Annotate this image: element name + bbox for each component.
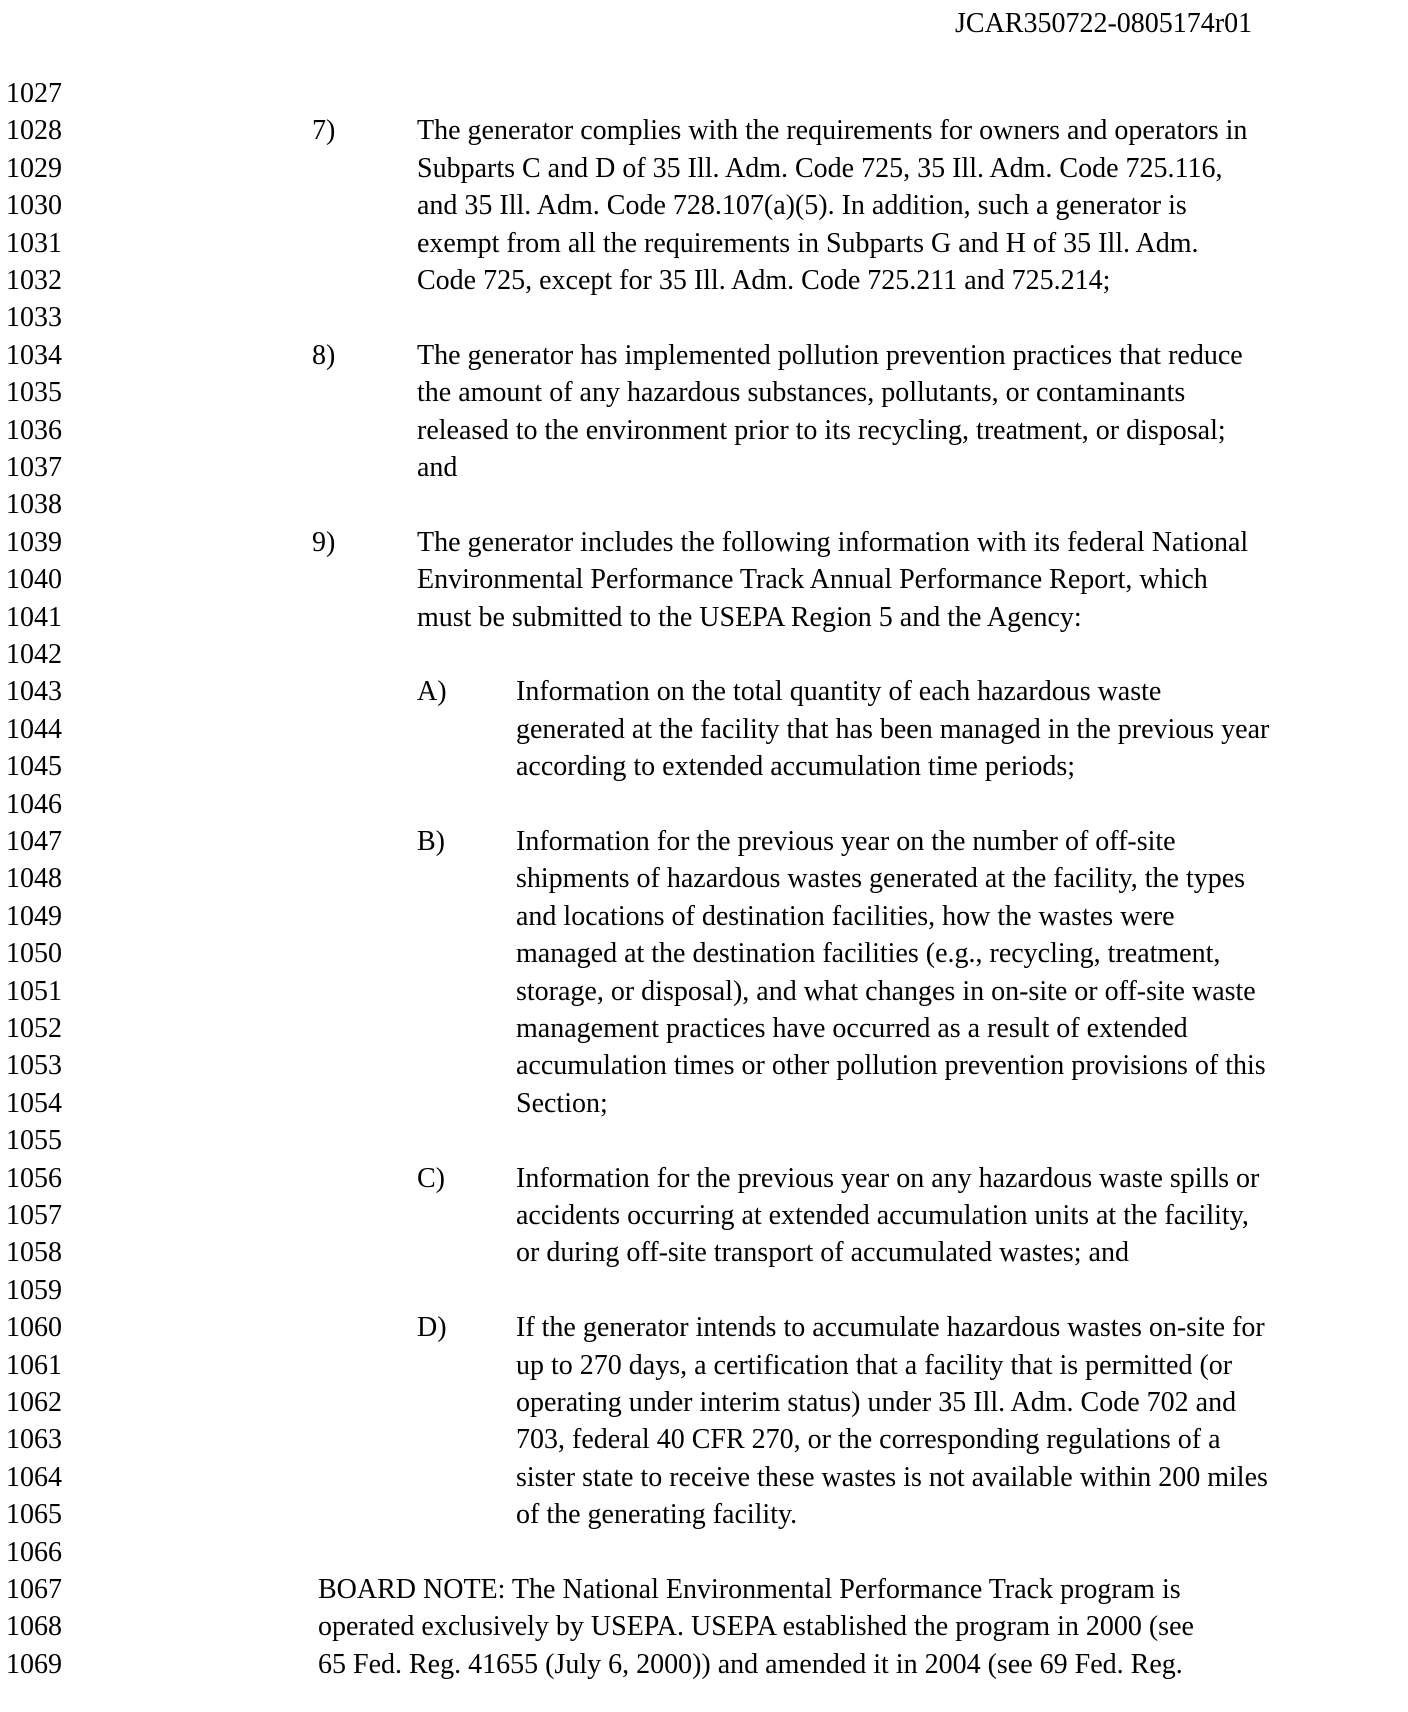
line-number: 1051 xyxy=(6,975,62,1007)
item-label: A) xyxy=(417,676,447,708)
line-number: 1030 xyxy=(6,190,62,222)
item-label: 8) xyxy=(312,339,336,371)
line-text: exempt from all the requirements in Subparts G and H of 35 Ill. Adm. xyxy=(417,227,1199,259)
line-number: 1065 xyxy=(6,1499,62,1531)
line-number: 1059 xyxy=(6,1274,62,1306)
line-text: management practices have occurred as a result of extended xyxy=(516,1013,1188,1044)
item-label: C) xyxy=(417,1162,445,1194)
line-text: If the generator intends to accumulate hazardous wastes on-site for xyxy=(516,1312,1265,1344)
line-number: 1060 xyxy=(6,1312,62,1344)
line-text: up to 270 days, a certification that a facility that is permitted (or xyxy=(516,1349,1233,1381)
line-text: and locations of destination facilities, how the wastes were xyxy=(516,900,1175,932)
item-label: 7) xyxy=(312,115,336,147)
line-number: 1045 xyxy=(6,751,62,783)
line-text: must be submitted to the USEPA Region 5 and the Agency: xyxy=(417,601,1082,633)
board-note-text: 65 Fed. Reg. 41655 (July 6, 2000)) and amended it in 2004 (see 69 Fed. Reg. xyxy=(318,1648,1183,1680)
line-number: 1050 xyxy=(6,938,62,970)
document-id-header: JCAR350722-0805174r01 xyxy=(955,8,1253,39)
line-text: accumulation times or other pollution prevention provisions of this xyxy=(516,1050,1266,1082)
line-number: 1067 xyxy=(6,1574,62,1605)
line-number: 1034 xyxy=(6,339,62,371)
line-text: Environmental Performance Track Annual Performance Report, which xyxy=(417,564,1208,596)
line-number: 1040 xyxy=(6,564,62,596)
line-text: generated at the facility that has been managed in the previous year xyxy=(516,713,1270,745)
line-text: storage, or disposal), and what changes in on-site or off-site waste xyxy=(516,975,1256,1007)
line-text: 703, federal 40 CFR 270, or the corresponding regulations of a xyxy=(516,1424,1221,1456)
line-text: managed at the destination facilities (e.g., recycling, treatment, xyxy=(516,938,1221,970)
line-text: released to the environment prior to its recycling, treatment, or disposal; xyxy=(417,414,1226,446)
line-number: 1058 xyxy=(6,1237,62,1269)
line-text: the amount of any hazardous substances, pollutants, or contaminants xyxy=(417,377,1186,409)
line-text: accidents occurring at extended accumulation units at the facility, xyxy=(516,1200,1249,1231)
board-note-text: operated exclusively by USEPA. USEPA established the program in 2000 (see xyxy=(318,1611,1194,1643)
line-text: The generator includes the following information with its federal National xyxy=(417,526,1249,558)
line-number: 1062 xyxy=(6,1387,62,1418)
line-number: 1032 xyxy=(6,265,62,296)
line-number: 1029 xyxy=(6,152,62,184)
line-text: sister state to receive these wastes is not available within 200 miles xyxy=(516,1461,1268,1493)
line-number: 1042 xyxy=(6,639,62,670)
line-text: The generator has implemented pollution prevention practices that reduce xyxy=(417,339,1243,371)
line-text: Code 725, except for 35 Ill. Adm. Code 725.211 and 725.214; xyxy=(417,265,1111,296)
line-number: 1031 xyxy=(6,227,62,259)
line-number: 1046 xyxy=(6,788,62,820)
line-text: or during off-site transport of accumulated wastes; and xyxy=(516,1237,1129,1269)
line-number: 1035 xyxy=(6,377,62,409)
line-number: 1036 xyxy=(6,414,62,446)
line-number: 1028 xyxy=(6,115,62,147)
line-number: 1037 xyxy=(6,452,62,483)
line-text: and xyxy=(417,452,458,483)
line-text: Information for the previous year on the number of off-site xyxy=(516,826,1176,857)
line-text: and 35 Ill. Adm. Code 728.107(a)(5). In addition, such a generator is xyxy=(417,190,1187,222)
item-label: D) xyxy=(417,1312,447,1344)
line-number: 1057 xyxy=(6,1200,62,1231)
line-number: 1066 xyxy=(6,1536,62,1568)
line-number: 1054 xyxy=(6,1087,62,1119)
line-number: 1041 xyxy=(6,601,62,633)
line-text: of the generating facility. xyxy=(516,1499,798,1531)
line-text: Subparts C and D of 35 Ill. Adm. Code 725, 35 Ill. Adm. Code 725.116, xyxy=(417,152,1223,184)
line-text: according to extended accumulation time periods; xyxy=(516,751,1076,783)
item-label: 9) xyxy=(312,526,336,558)
line-number: 1048 xyxy=(6,863,62,895)
line-text: shipments of hazardous wastes generated at the facility, the types xyxy=(516,863,1246,895)
line-text: Section; xyxy=(516,1087,608,1119)
board-note-text: BOARD NOTE: The National Environmental Performance Track program is xyxy=(318,1574,1181,1605)
line-number: 1064 xyxy=(6,1461,62,1493)
line-number: 1069 xyxy=(6,1648,62,1680)
line-number: 1053 xyxy=(6,1050,62,1082)
line-number: 1068 xyxy=(6,1611,62,1643)
line-number: 1056 xyxy=(6,1162,62,1194)
line-number: 1038 xyxy=(6,489,62,521)
line-text: operating under interim status) under 35 Ill. Adm. Code 702 and xyxy=(516,1387,1237,1418)
item-label: B) xyxy=(417,826,445,857)
line-number: 1049 xyxy=(6,900,62,932)
line-number: 1063 xyxy=(6,1424,62,1456)
line-number: 1027 xyxy=(6,78,62,109)
line-number: 1047 xyxy=(6,826,62,857)
line-number: 1052 xyxy=(6,1013,62,1044)
line-text: Information on the total quantity of each hazardous waste xyxy=(516,676,1162,708)
line-number: 1061 xyxy=(6,1349,62,1381)
line-number: 1055 xyxy=(6,1125,62,1157)
line-text: The generator complies with the requirements for owners and operators in xyxy=(417,115,1248,147)
line-number: 1044 xyxy=(6,713,62,745)
line-number: 1033 xyxy=(6,302,62,334)
line-number: 1043 xyxy=(6,676,62,708)
line-number: 1039 xyxy=(6,526,62,558)
line-text: Information for the previous year on any hazardous waste spills or xyxy=(516,1162,1260,1194)
